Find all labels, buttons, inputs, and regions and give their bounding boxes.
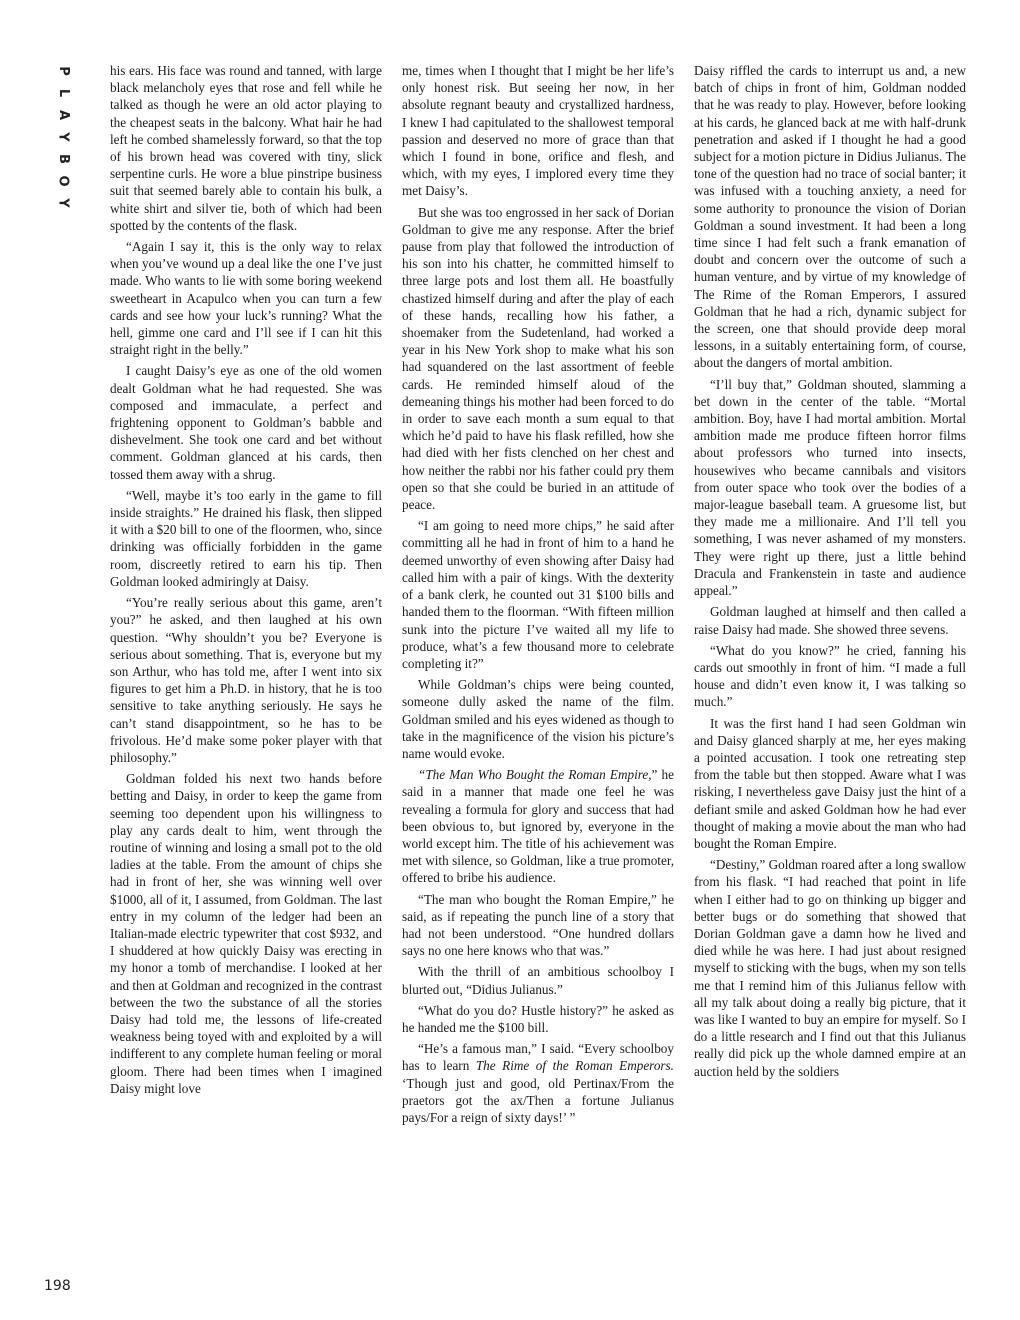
text-column-1 (110, 62, 382, 1290)
text-column-2 (402, 62, 674, 1290)
paragraph: “I’ll buy that,” Goldman shouted, slamming a bet down in the center of the table. “Mortal ambition. Boy, have I had mortal ambition. Mortal ambition made me produce fifteen horror films about professors who turned into insects, housewives who became cannibals and visitors from outer space who took over the bodies of a major-league baseball team. A gruesome list, but they made me a millionaire. And I’ll tell you something, I was never ashamed of my monsters. They were right up there, just a little behind Dracula and Frankenstein in taste and audience appeal.” (694, 376, 966, 599)
paragraph: While Goldman’s chips were being counted, someone dully asked the name of the film. Goldman smiled and his eyes widened as though to take in the magnificence of the vision his picture’s name would evoke. (402, 677, 674, 761)
magazine-letter: O (56, 175, 71, 187)
magazine-letter: B (55, 154, 71, 164)
paragraph: “Again I say it, this is the only way to relax when you’ve wound up a deal like the one I’ve just made. Who wants to lie with some boring weekend sweetheart in Acapulco when you can turn a few cards and see how your luck’s running? What the hell, gimme one card and I’ll see if I can hit this straight right in the belly.” (110, 239, 382, 358)
paragraph: With the thrill of an ambitious schoolboy I blurted out, “Didius Julianus.” (402, 964, 674, 997)
paragraph: “Well, maybe it’s too early in the game to fill inside straights.” He drained his flask, then slipped it with a $20 bill to one of the floormen, who, since drinking was officially forbidden in the game room, discreetly retired to earn his tip. Then Goldman looked admiringly at Daisy. (110, 487, 382, 589)
paragraph: It was the first hand I had seen Goldman win and Daisy glanced sharply at me, her eyes making a pointed accusation. I took one retreating step from the table but then stopped. Aware what I was risking, I nevertheless gave Daisy just the hint of a defiant smile and asked Goldman how he had ever thought of making a movie about the man who had bought the Roman Empire. (694, 715, 966, 851)
paragraph: “The man who bought the Roman Empire,” he said, as if repeating the punch line of a story that had not been understood. “One hundred dollars says no one here knows who that was.” (402, 891, 674, 959)
text-column-3 (694, 62, 966, 1290)
paragraph: “What do you know?” he cried, fanning his cards out smoothly in front of him. “I made a full house and didn’t even know it, I was talking so much.” (694, 642, 966, 710)
paragraph-text: “He’s a famous man,” I said. “Every schoolboy has to learn (402, 1041, 674, 1074)
magazine-letter: A (56, 109, 71, 121)
paragraph: I caught Daisy’s eye as one of the old women dealt Goldman what he had requested. She was composed and immaculate, a perfect and frightening opponent to Goldman’s babble and dishevelment. She took one card and bet without comment. Goldman glanced at his cards, then tossed them away with a shrug. (110, 363, 382, 482)
paragraph: his ears. His face was round and tanned, with large black melancholy eyes that rose and fell while he talked as though he were an old actor playing to the cheapest seats in the balcony. What hair he had left he combed shamelessly forward, so that the top of his brown head was covered with tiny, slick serpentine curls. He wore a blue pinstripe business suit that seemed barely able to contain his bulk, a white shirt and silver tie, both of which had been spotted by the contents of the flask. (110, 63, 382, 233)
paragraph: “Destiny,” Goldman roared after a long swallow from his flask. “I had reached that point in life when I either had to go on thinking up bigger and better bugs or do something that showed that Dorian Goldman gave a damn how he lived and died while he was here. I had just about resigned myself to sticking with the bugs, when my son tells me that I remind him of this Julianus fellow with all my talk about doing a really big picture, that it was like I wanted to buy an empire for myself. So I do a little research and I find out that this Julianus really did pick up the whole damned empire at an auction held by the soldiers (694, 857, 966, 1079)
paragraph-text: ‘Though just and good, old Pertinax/From the praetors got the ax/Then a fortune Julianus pays/For a reign of sixty days!’ ” (402, 1075, 674, 1125)
paragraph: “I am going to need more chips,” he said after committing all he had in front of him to a hand he deemed unworthy of even showing after Daisy had called him with a pair of kings. With the dexterity of a bank clerk, he counted out 31 $100 bills and handed them to the floorman. “With fifteen million sunk into the picture I’ve waited all my life to produce, what’s a few thousand more to celebrate completing it?” (402, 518, 674, 671)
magazine-name-vertical (56, 60, 70, 214)
magazine-letter: Y (55, 132, 71, 142)
paragraph (402, 1040, 674, 1126)
magazine-letter: L (55, 88, 71, 98)
paragraph: Daisy riffled the cards to interrupt us and, a new batch of chips in front of him, Goldman nodded that he was ready to play. However, before looking at his cards, he glanced back at me with half-drunk penetration and asked if I thought he had a good subject for a motion picture in Didius Julianus. The tone of the question had no trace of social banter; it was infused with a touching anxiety, a need for some authority to pronounce the vision of Dorian Goldman a sound investment. It had been a long time since I had felt such a frank emanation of doubt and concern over the outcome of such a human venture, and by virtue of my knowledge of The Rime of the Roman Emperors, I assured Goldman that he had a rich, dynamic subject for the screen, one that should provide deep moral lessons, in a suitably entertaining form, of course, about the dangers of mortal ambition. (694, 63, 966, 371)
book-title: The Rime of the Roman Emperors. (475, 1058, 674, 1074)
film-title: “The Man Who Bought the Roman Empire, (418, 767, 652, 783)
paragraph-text: ” he said in a manner that made one feel he was revealing a formula for glory and success that had been obvious to, but ignored by, everyone in the world except him. The title of his achievement was met with silence, so Goldman, like a true promoter, offered to bribe his audience. (402, 767, 674, 886)
paragraph: But she was too engrossed in her sack of Dorian Goldman to give me any response. After the brief pause from play that followed the introduction of his son into his chatter, he committed himself to three large pots and lost them all. He boastfully chastized himself during and after the play of each of these hands, recalling how his father, a shoemaker from the Sudetenland, had worked a year in his New York shop to make what his son had squandered on the last assortment of feeble cards. He reminded himself aloud of the demeaning things his mother had been forced to do in order to save each month a sum equal to that which he’d paid to have his flask refilled, how she had died with her fists clenched on her chest and how neither the rabbi nor his father could pry them open so that she could be buried in an attitude of peace. (402, 204, 674, 513)
paragraph: Goldman folded his next two hands before betting and Daisy, in order to keep the game from seeming too dependent upon his willingness to play any cards dealt to him, went through the routine of winning and losing a small pot to the old ladies at the table. From the amount of chips she had in front of her, she was winning well over $1000, all of it, I assumed, from Goldman. The last entry in my column of the ledger had been an Italian-made electric typewriter that cost $932, and I shuddered at how quickly Daisy was erecting in my honor a tomb of merchandise. I looked at her and then at Goldman and recognized in the contrast between the two the substance of all the stories Daisy had told me, the lessons of life-created weakness being toyed with and exploited by a will indifferent to any complete human feeling or moral gloom. There had been times when I imagined Daisy might love (110, 771, 382, 1096)
paragraph: “You’re really serious about this game, aren’t you?” he asked, and then laughed at his own question. “Why shouldn’t you be? Everyone is serious about something. That is, everyone but my son Arthur, who has told me, after I went into six figures to get him a Ph.D. in history, that he is too sensitive to take anything seriously. He says he can’t stand disappointment, so he has to be frivolous. He’d make some poker player with that philosophy.” (110, 595, 382, 765)
page-number: 198 (44, 1278, 71, 1294)
paragraph: Goldman laughed at himself and then called a raise Daisy had made. She showed three sevens. (694, 604, 966, 637)
magazine-letter: Y (55, 198, 71, 208)
paragraph (402, 766, 674, 886)
paragraph: me, times when I thought that I might be her life’s only honest risk. But seeing her now, in her absolute regnant beauty and crystallized hardness, I knew I had capitulated to the shallowest temporal passion and deserved no more of grace than that which I found in bone, orifice and flesh, and which, with my eyes, I implored every time they met Daisy’s. (402, 63, 674, 199)
paragraph: “What do you do? Hustle history?” he asked as he handed me the $100 bill. (402, 1002, 674, 1035)
magazine-letter: P (56, 66, 71, 76)
